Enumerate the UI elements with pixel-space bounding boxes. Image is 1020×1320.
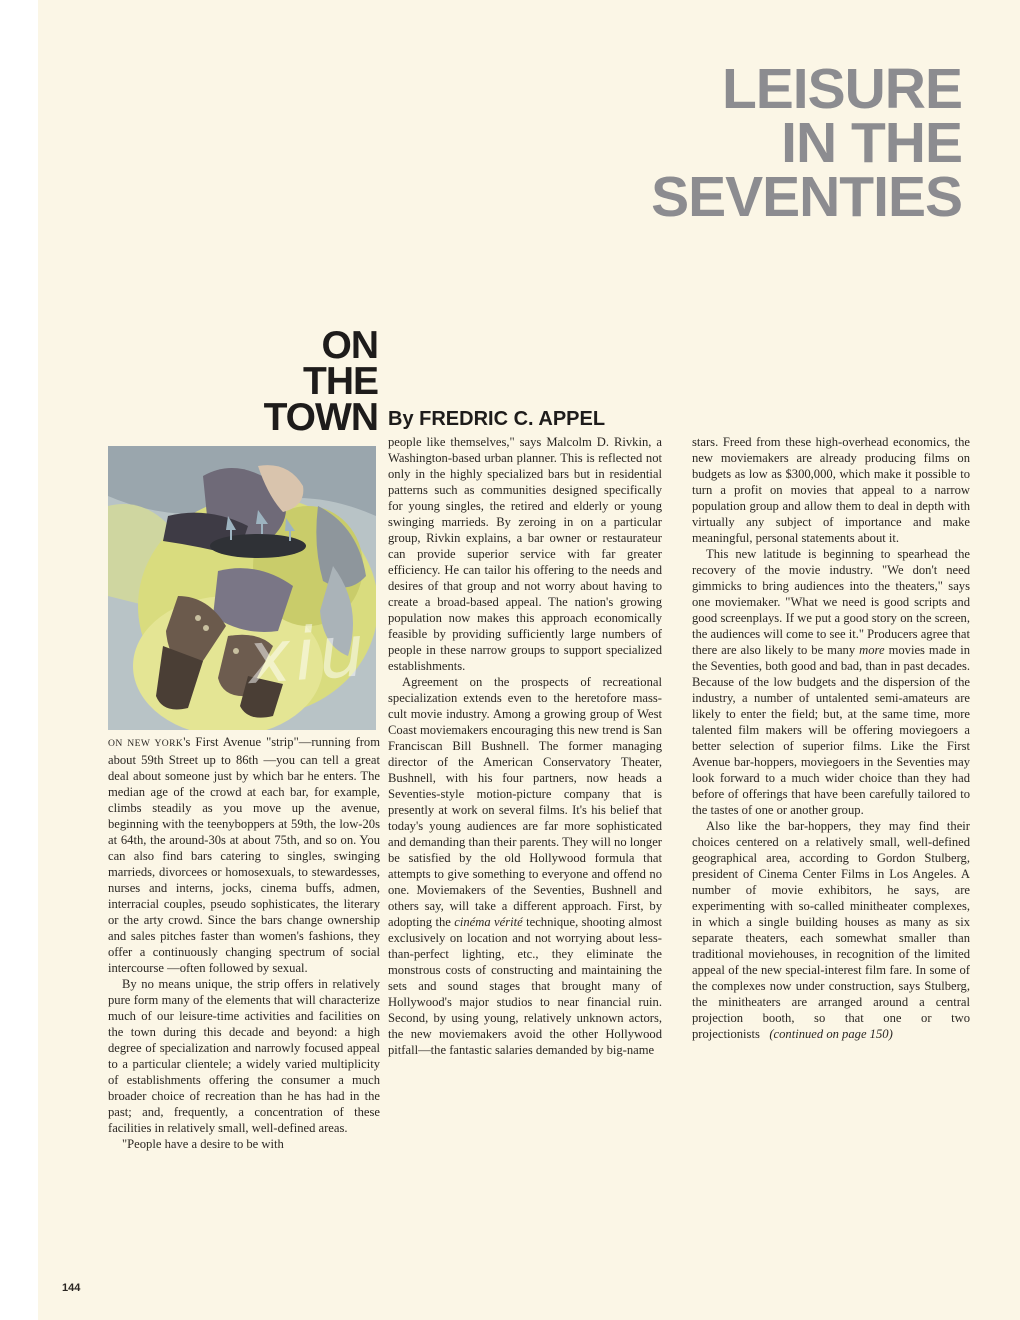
col1-paragraph-2: By no means unique, the strip offers in relatively pure form many of the elements that will characterize much of our leisure-time activities and facilities on the town during this decade and beyond: a high degree of specialization and narrowly focused appeal to a particular clientele; a widely varied multiplicity of establishments offering the consumer a much broader choice of recreation than he has had in the past; and, frequently, a concentration of these facilities in relatively small, well-defined areas. — [108, 977, 380, 1135]
column-2 — [388, 434, 662, 1058]
column-1 — [108, 734, 380, 1152]
col2-p2-text: Agreement on the prospects of recreational specialization extends even to the heretofore mass-cult movie industry. Among a growing group of West Coast moviemakers encouraging this new trend is San Franciscan Bill Bushnell. The former managing director of the American Conservatory Theater, Bushnell, with his four partners, now heads a Seventies-style motion-picture company that is presently at work on several films. It's his belief that today's young audiences are far more sophisticated and demanding than their parents. They will no longer be satisfied by the old Hollywood formula that attempts to give something to everyone and offend no one. Moviemakers of the Seventies, Bushnell and others say, will take a different approach. First, by adopting the — [388, 675, 662, 929]
continued-note: (continued on page 150) — [769, 1027, 893, 1041]
col1-paragraph-1 — [108, 734, 380, 976]
col2-paragraph-1: people like themselves," says Malcolm D. Rivkin, a Washington-based urban planner. This is reflected not only in the highly specialized bars but in residential patterns such as communities designed specifically for young singles, the retired and elderly or young swinging marrieds. By zeroing in on a particular group, Rivkin explains, a bar owner or restaurateur can provide superior service with far greater efficiency. He can tailor his offering to the needs and desires of that group and not worry about having to create a broad-based appeal. The nation's growing population now makes this approach economically feasible by providing sufficiently large numbers of people in these narrow groups to support specialized establishments. — [388, 435, 662, 673]
col1-lead-in: ON NEW YORK — [108, 738, 184, 749]
column-3 — [692, 434, 970, 1042]
col1-p1-text: 's First Avenue "strip"—running from about 59th Street up to 86th —you can tell a great deal about someone just by which bar he enters. The median age of the crowd at each bar, for example, climbs steadily as you move up the avenue, beginning with the teenyboppers at 59th, the low-20s at 64th, the around-30s at about 75th, and so on. You can also find bars catering to singles, swinging marrieds, divorcees or homosexuals, to stewardesses, nurses and interns, jocks, cinema buffs, admen, interracial couples, pseudo sophisticates, the literary or the arty crowd. Since the bars change ownership and sales pitches faster than women's fashions, they offer a continuously changing spectrum of social intercourse —often followed by sexual. — [108, 735, 380, 975]
section-title-line-3: TOWN — [263, 396, 378, 439]
col2-p2-rest: technique, shooting almost exclusively on location and not worrying about less-than-perfect lighting, etc., they eliminate the monstrous costs of constructing and maintaining the sets and sound stages that brought many of Hollywood's major studios to near financial ruin. Second, by using young, relatively unknown actors, the new moviemakers avoid the other Hollywood pitfall—the fantastic salaries demanded by big-name — [388, 915, 662, 1057]
col3-p2-text-a: This new latitude is beginning to spearhead the recovery of the movie industry. "We don't need gimmicks to bring audiences into the theaters," says one moviemaker. "What we need is good scripts and good screenplays. If we put a good story on the screen, the audiences will come to see it." Producers agree that there are also likely to be many — [692, 547, 970, 657]
col2-paragraph-2 — [388, 674, 662, 1058]
col3-paragraph-3 — [692, 818, 970, 1042]
col3-p3-text: Also like the bar-hoppers, they may find their choices centered on a relatively small, well-defined geographical area, according to Gordon Stulberg, president of Cinema Center Films in Los Angeles. A number of movie exhibitors, he says, are experimenting with so-called minitheater complexes, in which a single building houses as many as six separate theaters, each somewhat smaller than traditional moviehouses, in recognition of the limited appeal of the new special-interest film fare. In some of the complexes now under construction, says Stulberg, the minitheaters are arranged around a central projection booth, so that one or two projectionists — [692, 819, 970, 1041]
page-margin — [0, 0, 38, 1320]
main-title-line-1: LEISURE — [721, 57, 962, 121]
main-title — [651, 57, 962, 229]
main-title-line-3: SEVENTIES — [651, 165, 962, 229]
section-title-line-1: ON — [321, 324, 378, 367]
col3-p2-text-b: movies made in the Seventies, both good and bad, than in past decades. Because of the low budgets and the dispersion of the industry, a number of untalented semi-amateurs are likely to enter the field; but, at the same time, more talented film makers will be offering moviegoers a better selection of superior films. Like the First Avenue bar-hoppers, moviegoers in the Seventies may look forward to a much wider choice than they had before of offerings that have been carefully tailored to the tastes of one or another group. — [692, 643, 970, 817]
main-title-line-2: IN THE — [781, 111, 962, 175]
col3-paragraph-2 — [692, 546, 970, 818]
byline: By FREDRIC C. APPEL — [388, 408, 606, 430]
section-title — [240, 324, 378, 439]
col2-p2-italic: cinéma vérité — [454, 915, 523, 929]
section-title-line-2: THE — [303, 360, 378, 403]
col1-paragraph-3: "People have a desire to be with — [122, 1137, 284, 1151]
page-number: 144 — [62, 1282, 81, 1294]
col3-paragraph-1: stars. Freed from these high-overhead economics, the new moviemakers are already producing films on budgets as low as $300,000, which make it possible to turn a profit on movies that appeal to a narrow population group and allow them to deal in depth with virtually any subject of importance and make meaningful, personal statements about it. — [692, 435, 970, 545]
col3-p2-italic: more — [859, 643, 885, 657]
watermark-text: xiu — [245, 607, 372, 701]
